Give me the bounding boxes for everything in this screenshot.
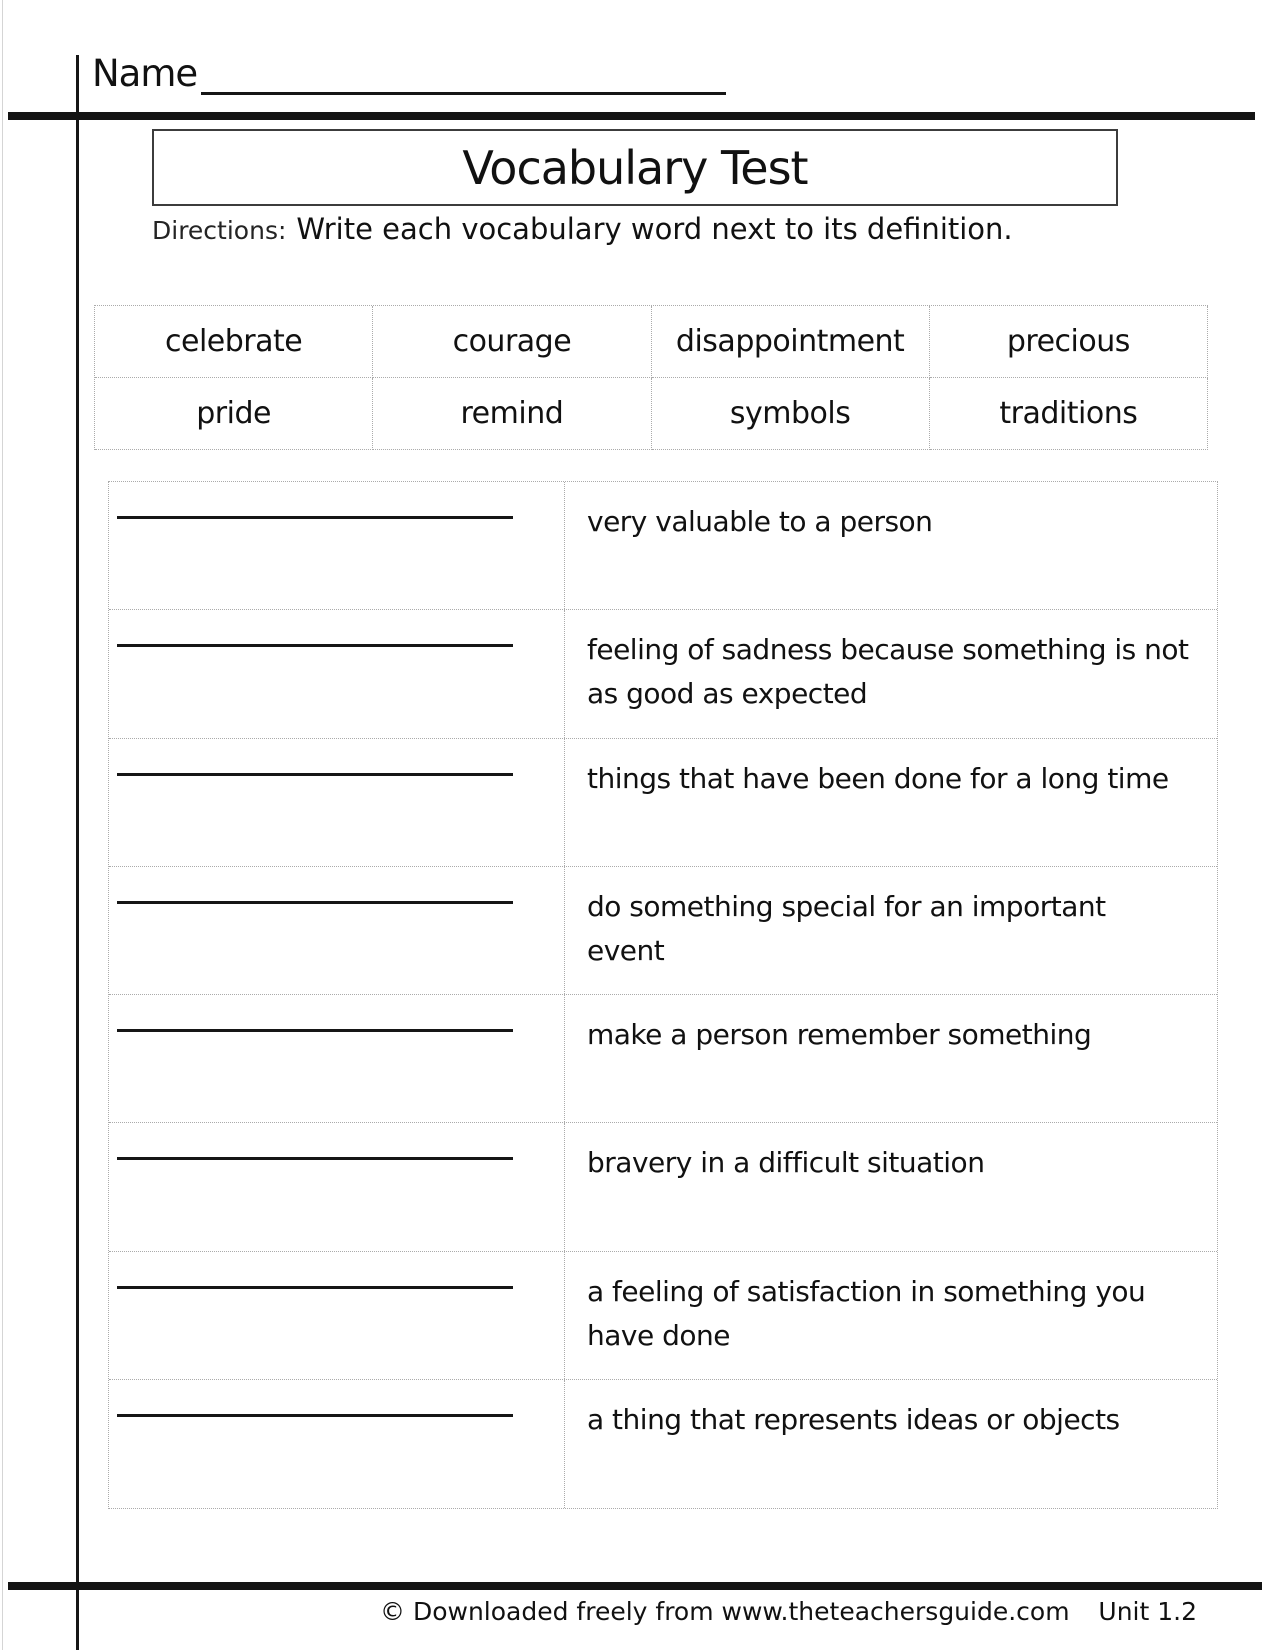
bottom-divider-rule [8,1582,1262,1590]
answer-cell [109,482,564,609]
word-bank-item: pride [95,378,373,450]
definition-row [109,1252,1217,1380]
page-edge-line [2,0,3,1650]
word-bank-item: courage [373,306,651,378]
definition-row [109,1380,1217,1508]
definition-row [109,482,1217,610]
definition-text: a thing that represents ideas or objects [564,1380,1217,1508]
definition-row [109,610,1217,738]
definition-text: very valuable to a person [564,482,1217,609]
answer-cell [109,995,564,1122]
answer-blank-line[interactable] [117,1414,513,1417]
page-title: Vocabulary Test [462,140,808,195]
definition-row [109,995,1217,1123]
answer-blank-line[interactable] [117,1029,513,1032]
answer-cell [109,1380,564,1508]
word-bank-item: precious [930,306,1208,378]
left-margin-rule [76,55,79,1650]
answer-blank-line[interactable] [117,901,513,904]
word-bank-item: celebrate [95,306,373,378]
answer-blank-line[interactable] [117,1157,513,1160]
word-bank-item: remind [373,378,651,450]
name-blank-line[interactable] [201,52,726,95]
answer-cell [109,867,564,994]
answer-cell [109,1123,564,1250]
definition-text: bravery in a difficult situation [564,1123,1217,1250]
answer-cell [109,610,564,737]
definition-row [109,739,1217,867]
definition-row [109,1123,1217,1251]
definition-text: do something special for an important event [564,867,1217,994]
name-label: Name [92,52,198,95]
name-row [92,52,726,95]
word-bank-item: disappointment [652,306,930,378]
answer-cell [109,739,564,866]
definition-text: feeling of sadness because something is not as good as expected [564,610,1217,737]
top-divider-rule [8,112,1255,120]
word-bank-item: traditions [930,378,1208,450]
answer-blank-line[interactable] [117,773,513,776]
footer-unit-label: Unit 1.2 [1098,1597,1197,1626]
definition-text: a feeling of satisfaction in something you have done [564,1252,1217,1379]
answer-cell [109,1252,564,1379]
word-bank-table [94,305,1208,450]
footer-copyright: © Downloaded freely from www.theteachersguide.com [380,1597,1070,1626]
directions-label: Directions: [152,216,287,245]
answer-blank-line[interactable] [117,644,513,647]
directions-text: Write each vocabulary word next to its definition. [296,212,1013,246]
word-bank-item: symbols [652,378,930,450]
definition-row [109,867,1217,995]
title-box [152,129,1118,206]
definition-text: make a person remember something [564,995,1217,1122]
definitions-table [108,481,1218,1509]
answer-blank-line[interactable] [117,516,513,519]
definition-text: things that have been done for a long time [564,739,1217,866]
directions [152,212,1152,246]
answer-blank-line[interactable] [117,1286,513,1289]
